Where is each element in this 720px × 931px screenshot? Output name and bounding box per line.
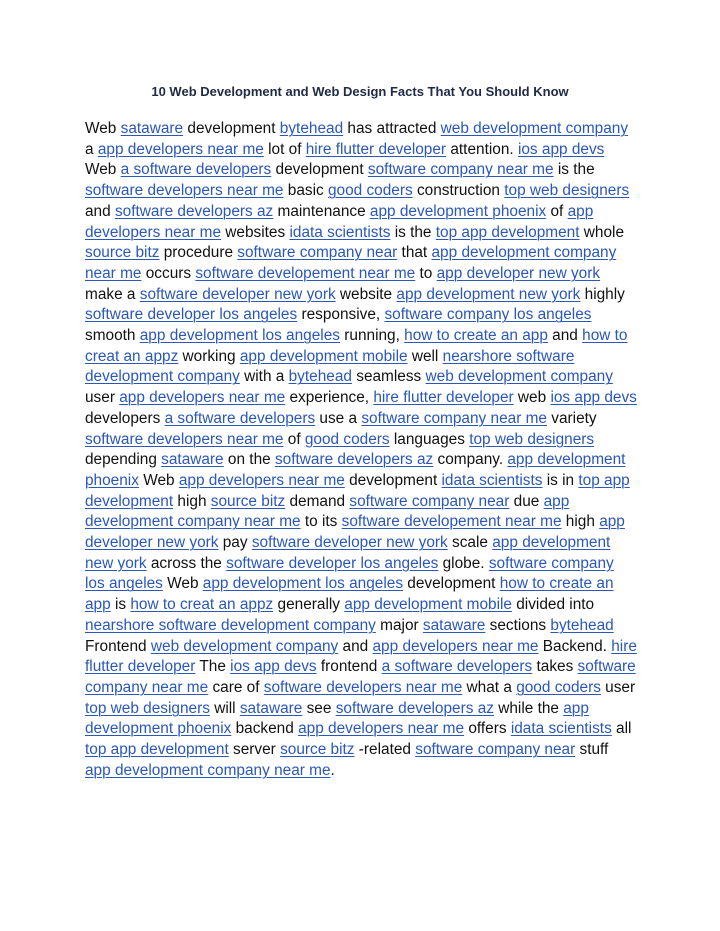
inline-link[interactable]: how to creat an appz (130, 596, 274, 614)
text-segment: development (183, 120, 280, 137)
text-segment: server (228, 741, 281, 759)
inline-link[interactable]: top app development (85, 741, 229, 759)
inline-link[interactable]: software company los angeles (384, 306, 592, 324)
inline-link[interactable]: app development phoenix (85, 451, 626, 489)
inline-link[interactable]: idata scientists (441, 471, 543, 489)
inline-link[interactable]: app development new york (396, 285, 581, 303)
text-segment: The (195, 658, 231, 676)
inline-link[interactable]: source bitz (280, 741, 355, 759)
inline-link[interactable]: app development phoenix (85, 699, 589, 738)
inline-link[interactable]: app development los angeles (202, 575, 404, 593)
inline-link[interactable]: good coders (327, 182, 413, 200)
text-segment: of (546, 202, 568, 220)
text-segment: responsive, (297, 306, 385, 324)
inline-link[interactable]: a software developers (381, 658, 533, 676)
text-segment: generally (273, 596, 345, 614)
inline-link[interactable]: hire flutter developer (373, 389, 514, 407)
text-segment: see (302, 699, 336, 717)
text-segment: and (338, 637, 373, 655)
text-segment: with a (239, 368, 289, 386)
inline-link[interactable]: a software developers (120, 161, 272, 179)
inline-link[interactable]: web development company (440, 120, 629, 137)
text-segment: smooth (85, 327, 140, 345)
inline-link[interactable]: app development company near me (85, 492, 570, 531)
text-segment: high (561, 513, 600, 531)
text-segment: occurs (141, 264, 196, 282)
text-segment: across the (146, 554, 227, 572)
inline-link[interactable]: ios app devs (517, 140, 605, 158)
inline-link[interactable]: app developers near me (298, 720, 465, 738)
inline-link[interactable]: software company near me (361, 409, 547, 427)
inline-link[interactable]: software developement near me (341, 513, 562, 531)
inline-link[interactable]: software company near me (367, 161, 554, 179)
text-segment: all (611, 720, 632, 738)
inline-link[interactable]: web development company (150, 637, 339, 655)
text-segment: use a (315, 409, 362, 427)
text-segment: offers (464, 720, 511, 738)
text-segment: experience, (285, 389, 374, 407)
inline-link[interactable]: sataware (239, 699, 303, 717)
inline-link[interactable]: app developers near me (119, 389, 286, 407)
text-segment: what a (462, 678, 517, 696)
inline-link[interactable]: sataware (120, 120, 184, 137)
inline-link[interactable]: app development phoenix (369, 202, 547, 220)
text-segment: languages (389, 430, 470, 448)
inline-link[interactable]: how to creat an appz (85, 327, 628, 365)
inline-link[interactable]: a software developers (164, 409, 316, 427)
text-segment: development (344, 471, 442, 489)
text-segment: backend (231, 720, 299, 738)
text-segment: is the (553, 161, 595, 179)
text-segment: well (407, 347, 443, 365)
text-segment: procedure (159, 244, 238, 262)
inline-link[interactable]: software developers near me (85, 430, 284, 448)
inline-link[interactable]: nearshore software development company (85, 347, 575, 386)
text-segment: globe. (438, 554, 489, 572)
text-segment: stuff (575, 741, 609, 759)
text-segment: websites (221, 223, 290, 241)
text-segment: whole (579, 223, 625, 241)
inline-link[interactable]: app developers near me (97, 140, 264, 158)
text-segment: to (415, 264, 437, 282)
text-segment: a (85, 140, 98, 158)
inline-link[interactable]: app development new york (85, 534, 611, 572)
inline-link[interactable]: software developers near me (263, 678, 463, 696)
text-segment: Web (138, 471, 179, 489)
text-segment: major (375, 616, 423, 634)
body-paragraph (85, 119, 637, 782)
text-segment: -related (354, 741, 416, 759)
text-segment: attention. (446, 140, 518, 158)
inline-link[interactable]: ios app devs (550, 389, 637, 407)
text-segment: Web (85, 120, 121, 137)
text-segment: high (173, 492, 211, 510)
text-segment: Web (162, 575, 203, 593)
inline-link[interactable]: bytehead (279, 120, 344, 137)
text-segment: pay (218, 534, 252, 552)
text-segment: user (600, 678, 636, 696)
text-segment: is the (390, 223, 436, 241)
inline-link[interactable]: software developer los angeles (85, 306, 298, 324)
text-segment: highly (580, 285, 625, 303)
inline-link[interactable]: top app development (85, 471, 630, 510)
inline-link[interactable]: app developers near me (372, 637, 539, 655)
inline-link[interactable]: source bitz (85, 244, 160, 262)
inline-link[interactable]: top web designers (85, 699, 210, 717)
text-segment: variety (547, 409, 597, 427)
text-segment: frontend (316, 658, 382, 676)
text-segment: while the (493, 699, 564, 717)
text-segment: user (85, 389, 120, 407)
inline-link[interactable]: how to create an app (85, 575, 614, 614)
text-segment: working (178, 347, 240, 365)
inline-link[interactable]: app development mobile (344, 596, 512, 614)
inline-link[interactable]: bytehead (288, 368, 352, 386)
text-segment: web (513, 389, 551, 407)
inline-link[interactable]: how to create an app (404, 327, 548, 345)
inline-link[interactable]: software developer new york (251, 534, 448, 552)
text-segment: Frontend (85, 637, 151, 655)
text-segment: make a (85, 285, 140, 303)
inline-link[interactable]: software company near (237, 244, 398, 262)
text-segment: lot of (263, 140, 306, 158)
text-segment: will (209, 699, 240, 717)
text-segment: sections (485, 616, 551, 634)
inline-link[interactable]: software developers az (274, 451, 434, 469)
text-segment: Web (85, 161, 121, 179)
text-segment: running, (339, 327, 405, 345)
text-segment: and (547, 327, 583, 345)
inline-link[interactable]: ios app devs (230, 658, 317, 676)
inline-link[interactable]: software company near (349, 492, 510, 510)
text-segment: seamless (351, 368, 426, 386)
text-segment: company. (433, 451, 508, 469)
inline-link[interactable]: software developer new york (139, 285, 336, 303)
inline-link[interactable]: software company near me (85, 658, 636, 696)
text-segment: to its (300, 513, 342, 531)
inline-link[interactable]: software company los angeles (85, 554, 614, 593)
inline-link[interactable]: app development company near me (85, 244, 617, 282)
text-segment: construction (412, 182, 505, 200)
inline-link[interactable]: idata scientists (289, 223, 391, 241)
text-segment: development (403, 575, 500, 593)
text-segment: development (271, 161, 368, 179)
inline-link[interactable]: good coders (516, 678, 601, 696)
text-segment: is (110, 596, 131, 614)
text-segment: on the (223, 451, 275, 469)
inline-link[interactable]: web development company (425, 368, 613, 386)
text-segment: scale (447, 534, 493, 552)
inline-link[interactable]: app developers near me (178, 471, 345, 489)
text-segment: due (509, 492, 544, 510)
inline-link[interactable]: top web designers (469, 430, 595, 448)
inline-link[interactable]: app development company near me (85, 761, 331, 779)
inline-link[interactable]: app developer new york (436, 264, 601, 282)
inline-link[interactable]: software developers near me (85, 182, 284, 200)
text-segment: takes (532, 658, 578, 676)
text-segment: . (330, 761, 335, 779)
inline-link[interactable]: top app development (435, 223, 580, 241)
text-segment: demand (285, 492, 350, 510)
document-title: 10 Web Development and Web Design Facts That You Should Know (151, 84, 569, 99)
inline-link[interactable]: bytehead (550, 616, 614, 634)
inline-link[interactable]: app development mobile (239, 347, 408, 365)
inline-link[interactable]: app developer new york (85, 513, 625, 552)
text-segment: and (85, 202, 115, 220)
text-segment: that (397, 244, 432, 262)
text-segment: of (283, 430, 305, 448)
inline-link[interactable]: source bitz (210, 492, 286, 510)
inline-link[interactable]: software developer los angeles (226, 554, 439, 572)
text-segment: is in (542, 471, 579, 489)
text-segment: website (335, 285, 397, 303)
text-segment: divided into (511, 596, 595, 614)
inline-link[interactable]: sataware (422, 616, 486, 634)
inline-link[interactable]: software developers az (114, 202, 274, 220)
inline-link[interactable]: sataware (161, 451, 224, 469)
inline-link[interactable]: app developers near me (85, 202, 594, 241)
text-segment: maintenance (273, 202, 370, 220)
text-segment: Backend. (538, 637, 612, 655)
text-segment: depending (85, 451, 162, 469)
inline-link[interactable]: app development los angeles (139, 327, 340, 345)
text-segment: developers (85, 409, 165, 427)
inline-link[interactable]: software developement near me (195, 264, 416, 282)
text-segment: care of (208, 678, 264, 696)
inline-link[interactable]: top web designers (504, 182, 630, 200)
inline-link[interactable]: nearshore software development company (85, 616, 376, 634)
text-segment: has attracted (343, 120, 441, 137)
inline-link[interactable]: software developers az (335, 699, 494, 717)
inline-link[interactable]: idata scientists (510, 720, 612, 738)
text-segment: basic (283, 182, 328, 200)
inline-link[interactable]: hire flutter developer (305, 140, 447, 158)
inline-link[interactable]: software company near (415, 741, 576, 759)
inline-link[interactable]: hire flutter developer (85, 637, 637, 676)
inline-link[interactable]: good coders (304, 430, 390, 448)
